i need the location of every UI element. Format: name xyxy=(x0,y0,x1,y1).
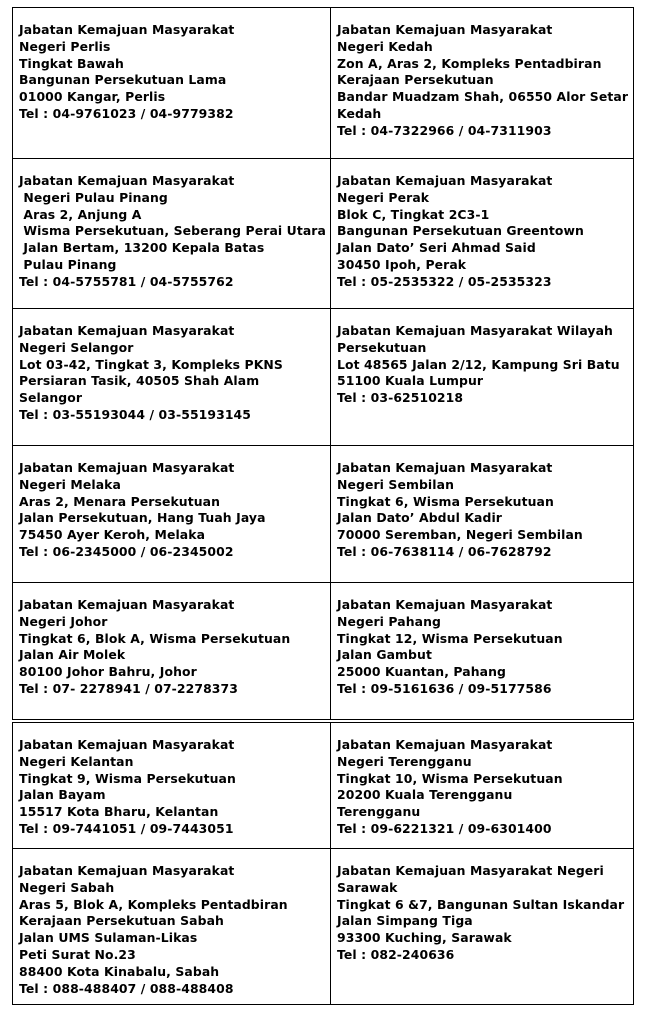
telephone-line: Tel : 04-5755781 / 04-5755762 xyxy=(19,273,234,289)
office-name: Jabatan Kemajuan Masyarakat xyxy=(337,737,553,752)
address-line: Negeri Melaka xyxy=(19,476,121,492)
address-line: Tingkat 9, Wisma Persekutuan xyxy=(19,770,236,786)
address-line: Selangor xyxy=(19,390,83,406)
telephone-line: Tel : 07- 2278941 / 07-2278373 xyxy=(19,680,238,696)
address-line: Aras 2, Menara Persekutuan xyxy=(19,493,221,509)
office-name: Jabatan Kemajuan Masyarakat xyxy=(19,173,235,188)
address-line: Negeri Kelantan xyxy=(19,753,134,769)
telephone-line: Tel : 04-9761023 / 04-9779382 xyxy=(19,105,234,121)
office-cell-wilayah-persekutuan xyxy=(331,309,634,446)
office-name: Jabatan Kemajuan Masyarakat xyxy=(337,597,553,612)
address-line: Blok C, Tingkat 2C3-1 xyxy=(337,206,490,222)
office-directory-table-2 xyxy=(12,722,634,1005)
table-row xyxy=(13,446,634,583)
office-cell-pulau-pinang xyxy=(13,159,331,309)
telephone-line: Tel : 088-488407 / 088-488408 xyxy=(19,980,234,996)
address-line: Jalan Persekutuan, Hang Tuah Jaya xyxy=(19,510,266,526)
table-row xyxy=(13,8,634,159)
telephone-line: Tel : 04-7322966 / 04-7311903 xyxy=(337,122,552,138)
telephone-line: Tel : 03-62510218 xyxy=(337,390,464,406)
office-directory-table-1 xyxy=(12,7,634,720)
address-line: Negeri Johor xyxy=(19,613,108,629)
address-line: Lot 03-42, Tingkat 3, Kompleks PKNS xyxy=(19,356,283,372)
table-row xyxy=(13,159,634,309)
office-name: Jabatan Kemajuan Masyarakat xyxy=(19,460,235,475)
address-line: Jalan Simpang Tiga xyxy=(337,913,473,929)
office-name: Jabatan Kemajuan Masyarakat xyxy=(19,737,235,752)
office-name: Jabatan Kemajuan Masyarakat xyxy=(19,323,235,338)
address-line: Negeri Terengganu xyxy=(337,753,472,769)
office-name: Jabatan Kemajuan Masyarakat xyxy=(337,22,553,37)
office-name: Jabatan Kemajuan Masyarakat xyxy=(19,597,235,612)
office-cell-johor xyxy=(13,583,331,720)
address-line: Negeri Pulau Pinang xyxy=(19,189,168,205)
address-line: Jalan Bayam xyxy=(19,787,106,803)
telephone-line: Tel : 06-7638114 / 06-7628792 xyxy=(337,543,552,559)
address-line: 93300 Kuching, Sarawak xyxy=(337,930,512,946)
address-line: Negeri Sembilan xyxy=(337,476,455,492)
office-cell-kedah xyxy=(331,8,634,159)
address-line: Jalan Dato’ Abdul Kadir xyxy=(337,510,503,526)
address-line: 70000 Seremban, Negeri Sembilan xyxy=(337,527,583,543)
address-line: Tingkat 6, Wisma Persekutuan xyxy=(337,493,554,509)
address-line: Tingkat 12, Wisma Persekutuan xyxy=(337,630,563,646)
address-line: Terengganu xyxy=(337,804,421,820)
office-cell-negeri-sembilan xyxy=(331,446,634,583)
address-line: Jalan Dato’ Seri Ahmad Said xyxy=(337,240,536,256)
telephone-line: Tel : 05-2535322 / 05-2535323 xyxy=(337,273,552,289)
address-line: Jalan UMS Sulaman-Likas xyxy=(19,930,198,946)
address-line: 80100 Johor Bahru, Johor xyxy=(19,664,197,680)
office-name: Jabatan Kemajuan Masyarakat xyxy=(337,173,553,188)
address-line: 88400 Kota Kinabalu, Sabah xyxy=(19,963,220,979)
address-line: Negeri Sabah xyxy=(19,879,115,895)
address-line: Tingkat 6, Blok A, Wisma Persekutuan xyxy=(19,630,291,646)
address-line: 30450 Ipoh, Perak xyxy=(337,256,467,272)
telephone-line: Tel : 082-240636 xyxy=(337,946,455,962)
address-line: 01000 Kangar, Perlis xyxy=(19,89,166,105)
office-cell-sarawak xyxy=(331,849,634,1005)
address-line: Jalan Air Molek xyxy=(19,647,126,663)
table-row xyxy=(13,583,634,720)
address-line: Kerajaan Persekutuan Sabah xyxy=(19,913,224,929)
office-cell-perak xyxy=(331,159,634,309)
office-cell-perlis xyxy=(13,8,331,159)
address-line: Negeri Kedah xyxy=(337,38,433,54)
address-line: Negeri Perak xyxy=(337,189,430,205)
telephone-line: Tel : 09-6221321 / 09-6301400 xyxy=(337,820,552,836)
office-cell-melaka xyxy=(13,446,331,583)
telephone-line: Tel : 06-2345000 / 06-2345002 xyxy=(19,543,234,559)
address-line: Lot 48565 Jalan 2/12, Kampung Sri Batu xyxy=(337,356,620,372)
address-line: Negeri Pahang xyxy=(337,613,442,629)
address-line: Bangunan Persekutuan Lama xyxy=(19,72,227,88)
address-line: Negeri Selangor xyxy=(19,339,134,355)
address-line: Tingkat 10, Wisma Persekutuan xyxy=(337,770,563,786)
address-line: Aras 2, Anjung A xyxy=(19,206,142,222)
address-line: Tingkat 6 &7, Bangunan Sultan Iskandar xyxy=(337,896,625,912)
table-row xyxy=(13,723,634,849)
office-cell-selangor xyxy=(13,309,331,446)
table-row xyxy=(13,309,634,446)
address-line: Kerajaan Persekutuan xyxy=(337,72,494,88)
office-cell-terengganu xyxy=(331,723,634,849)
office-name: Jabatan Kemajuan Masyarakat Wilayah xyxy=(337,323,613,338)
office-cell-kelantan xyxy=(13,723,331,849)
address-line: 25000 Kuantan, Pahang xyxy=(337,664,507,680)
address-line: Wisma Persekutuan, Seberang Perai Utara xyxy=(19,223,326,239)
office-cell-sabah xyxy=(13,849,331,1005)
address-line: Persiaran Tasik, 40505 Shah Alam xyxy=(19,373,260,389)
address-line: 20200 Kuala Terengganu xyxy=(337,787,513,803)
table-row xyxy=(13,849,634,1005)
address-line: Peti Surat No.23 xyxy=(19,946,136,962)
address-line: Jalan Bertam, 13200 Kepala Batas xyxy=(19,240,265,256)
address-line: Jalan Gambut xyxy=(337,647,432,663)
address-line: Pulau Pinang xyxy=(19,256,117,272)
telephone-line: Tel : 09-5161636 / 09-5177586 xyxy=(337,680,552,696)
address-line: 15517 Kota Bharu, Kelantan xyxy=(19,804,219,820)
address-line: Sarawak xyxy=(337,879,398,895)
address-line: Bandar Muadzam Shah, 06550 Alor Setar xyxy=(337,89,629,105)
telephone-line: Tel : 09-7441051 / 09-7443051 xyxy=(19,820,234,836)
office-name: Jabatan Kemajuan Masyarakat xyxy=(337,460,553,475)
office-name: Jabatan Kemajuan Masyarakat xyxy=(19,863,235,878)
address-line: Bangunan Persekutuan Greentown xyxy=(337,223,584,239)
address-line: 75450 Ayer Keroh, Melaka xyxy=(19,527,206,543)
address-line: Persekutuan xyxy=(337,339,427,355)
telephone-line: Tel : 03-55193044 / 03-55193145 xyxy=(19,406,252,422)
address-line: Aras 5, Blok A, Kompleks Pentadbiran xyxy=(19,896,288,912)
office-name: Jabatan Kemajuan Masyarakat Negeri xyxy=(337,863,604,878)
office-cell-pahang xyxy=(331,583,634,720)
address-line: Zon A, Aras 2, Kompleks Pentadbiran xyxy=(337,55,602,71)
address-line: Tingkat Bawah xyxy=(19,55,124,71)
address-line: 51100 Kuala Lumpur xyxy=(337,373,484,389)
address-line: Negeri Perlis xyxy=(19,38,111,54)
address-line: Kedah xyxy=(337,105,382,121)
office-name: Jabatan Kemajuan Masyarakat xyxy=(19,22,235,37)
